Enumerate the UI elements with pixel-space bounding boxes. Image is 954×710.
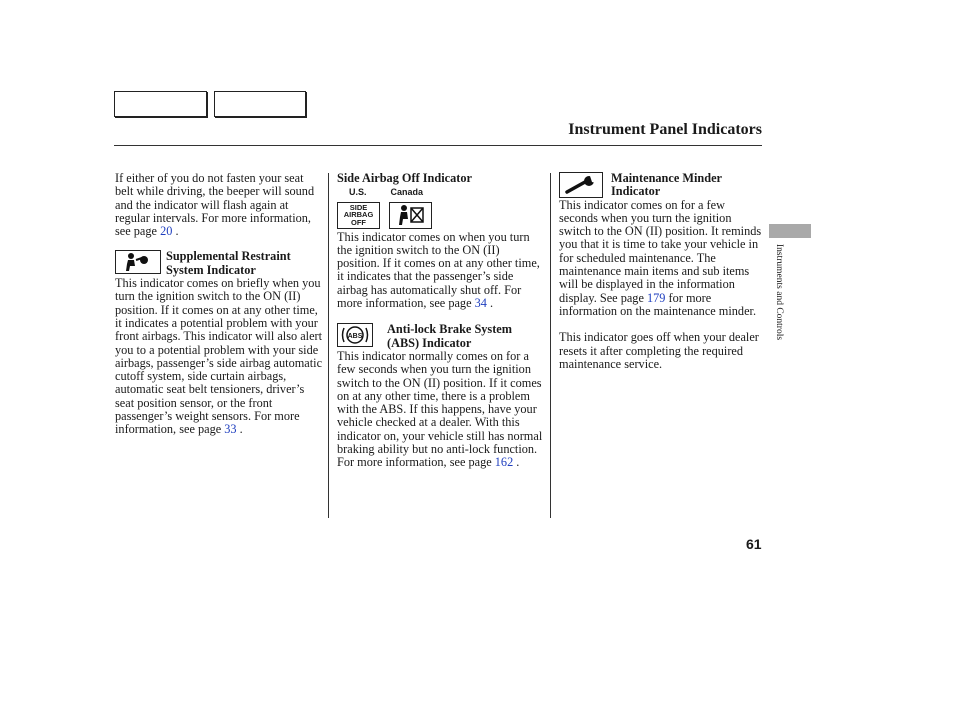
maintenance-paragraph-1: This indicator comes on for a few seconds when you turn the ignition switch to the ON (II) position. It reminds you that it is time to take your vehicle in for scheduled maintenance. The maintenance main items and sub items will be displayed in the information display. See page 179 for more information on the maintenance minder. xyxy=(559,197,762,318)
page-title: Instrument Panel Indicators xyxy=(568,121,762,138)
column-divider-2 xyxy=(550,173,551,518)
abs-icon-text: ABS xyxy=(347,333,363,341)
seatbelt-paragraph: If either of you do not fasten your seat belt while driving, the beeper will sound and the indicator will flash again at regular intervals. For more information, see page 20 . xyxy=(115,171,315,239)
side-airbag-paragraph: This indicator comes on when you turn the ignition switch to the ON (II) position. If it comes on at any other time, it indicates that the passenger’s side airbag has automatically shut off. For more information, see page 34 . xyxy=(337,229,540,311)
header-rule xyxy=(114,145,762,146)
side-airbag-heading: Side Airbag Off Indicator xyxy=(337,171,472,185)
column-maintenance xyxy=(559,172,765,371)
us-label: U.S. xyxy=(349,187,367,198)
column-divider-1 xyxy=(328,173,329,518)
srs-heading-row xyxy=(115,250,323,277)
page-number: 61 xyxy=(746,536,762,552)
side-airbag-icons xyxy=(337,202,545,229)
section-label-vertical: Instruments and Controls xyxy=(774,244,784,341)
maintenance-paragraph-2: This indicator goes off when your dealer resets it after completing the required maintenance service. xyxy=(559,330,759,371)
region-labels xyxy=(337,186,545,199)
page-link-179[interactable]: 179 xyxy=(647,290,666,305)
section-tab-marker[interactable] xyxy=(769,224,811,238)
maintenance-heading-line-2: Indicator xyxy=(611,184,661,199)
maintenance-heading-row xyxy=(559,172,765,199)
canada-label: Canada xyxy=(390,187,424,198)
nav-tab-box-1[interactable] xyxy=(114,91,207,117)
page-link-34[interactable]: 34 xyxy=(474,296,487,311)
abs-heading-line-1: Anti-lock Brake System xyxy=(387,322,513,337)
srs-heading-line-2: System Indicator xyxy=(166,262,256,277)
abs-paragraph: This indicator normally comes on for a few seconds when you turn the ignition switch to the ON (II) position. If it comes on at any other time, there is a problem with the ABS. If this happens, have your vehicle checked at a dealer. With this indicator on, your vehicle still has normal braking ability but no anti-lock function. For more information, see page 162 . xyxy=(337,348,543,470)
page-link-162[interactable]: 162 xyxy=(494,455,514,470)
column-seatbelt-srs xyxy=(115,172,323,437)
side-airbag-off-us-icon: SIDE AIRBAG OFF xyxy=(337,202,380,229)
srs-paragraph: This indicator comes on briefly when you turn the ignition switch to the ON (II) position. If it comes on at any other time, it indicates a potential problem with your front airbags. This indicator will also alert you to a potential problem with your side airbags, passenger’s side airbag automatic cutoff system, side curtain airbags, automatic seat belt tensioners, driver’s seat position sensor, or the front passenger’s weight sensors. For more information, see page 33 . xyxy=(115,276,323,437)
maintenance-heading-line-1: Maintenance Minder xyxy=(611,171,722,185)
side-airbag-off-canada-icon xyxy=(389,202,432,229)
srs-indicator-icon xyxy=(115,250,161,274)
nav-tab-box-2[interactable] xyxy=(214,91,306,117)
page-link-20[interactable]: 20 xyxy=(160,224,173,239)
abs-heading-row xyxy=(337,323,545,350)
srs-heading-line-1: Supplemental Restraint xyxy=(166,249,291,264)
column-side-airbag-abs xyxy=(337,172,545,470)
abs-heading-line-2: (ABS) Indicator xyxy=(387,335,472,350)
wrench-icon xyxy=(559,172,603,198)
abs-indicator-icon xyxy=(337,323,373,347)
page-link-33[interactable]: 33 xyxy=(224,422,237,437)
